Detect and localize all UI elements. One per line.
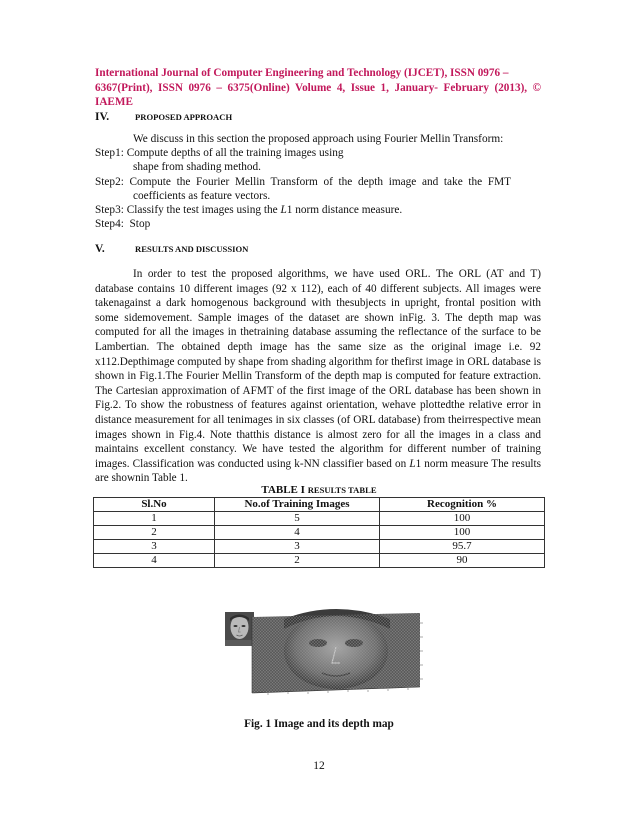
- results-paragraph: [95, 267, 541, 486]
- table-caption-main: TABLE I: [261, 484, 308, 496]
- table-cell: 3: [94, 540, 215, 554]
- step2-line1: Step2: Compute the Fourier Mellin Transform of the depth image and take the FMT: [95, 176, 512, 188]
- table-caption-small: RESULTS TABLE: [307, 485, 377, 495]
- results-text-var: L: [409, 457, 416, 470]
- table-cell: 3: [215, 540, 380, 554]
- step3-line: [95, 203, 402, 218]
- step1-line2: shape from shading method.: [133, 161, 262, 173]
- table-cell: 2: [215, 554, 380, 568]
- step3-post: 1 norm distance measure.: [286, 204, 403, 216]
- section-4-heading: [95, 111, 232, 123]
- header-recognition: Recognition %: [380, 498, 545, 512]
- table-cell: 100: [380, 526, 545, 540]
- table-cell: 2: [94, 526, 215, 540]
- step2-line2: coefficients as feature vectors.: [133, 190, 271, 202]
- section-4-number: IV.: [95, 111, 110, 123]
- step1-line1: Step1: Compute depths of all the training images using: [95, 147, 344, 159]
- figure-caption: Fig. 1 Image and its depth map: [244, 718, 394, 730]
- page-number: 12: [313, 760, 325, 772]
- table-cell: 90: [380, 554, 545, 568]
- step3-var: L: [280, 204, 287, 216]
- table-cell: 1: [94, 512, 215, 526]
- section-4-title: PROPOSED APPROACH: [135, 112, 233, 122]
- section-5-title: RESULTS AND DISCUSSION: [135, 244, 249, 254]
- table-cell: 95.7: [380, 540, 545, 554]
- section-5-heading: [95, 243, 248, 255]
- step3-pre: Step3: Classify the test images using the: [95, 204, 281, 216]
- table-cell: 4: [94, 554, 215, 568]
- section-4-intro: We discuss in this section the proposed approach using Fourier Mellin Transform:: [133, 133, 504, 145]
- table-row: [94, 526, 545, 540]
- journal-header-line1: International Journal of Computer Engineering and Technology (IJCET), ISSN 0976 –: [95, 67, 509, 79]
- table-row: [94, 512, 545, 526]
- table-cell: 5: [215, 512, 380, 526]
- header-training-images: No.of Training Images: [215, 498, 380, 512]
- depth-map-image: [244, 609, 434, 703]
- step4-line: Step4: Stop: [95, 218, 151, 230]
- table-cell: 4: [215, 526, 380, 540]
- table-header-row: [94, 498, 545, 512]
- table-cell: 100: [380, 512, 545, 526]
- table-row: [94, 554, 545, 568]
- results-table: [93, 497, 545, 568]
- journal-header-line2: 6367(Print), ISSN 0976 – 6375(Online) Volume 4, Issue 1, January- February (2013), © IAEME: [95, 81, 541, 108]
- section-5-number: V.: [95, 243, 105, 255]
- results-text-pre: In order to test the proposed algorithms, we have used ORL. The ORL (AT and T) database contains 10 different images (92 x 112), each of 40 different subjects. All images were takenagainst a dark homogenous background with thesubjects in upright, frontal position with some sidemovement. Sample images of the dataset are shown inFig. 3. The depth map was computed for all the images in thetraining database assuming the reflectance of the surface to be Lambertian. The obtained depth image has the same size as the original image i.e. 92 x112.Depthimage computed by shape from shading algorithm for thefirst image in ORL database is shown in Fig.1.The Fourier Mellin Transform of the depth map is computed for feature extraction. The Cartesian approximation of AFMT of the first image of the ORL database has been shown in Fig.2. To show the robustness of features against orientation, wehave plottedthe relative error in distance measurement for all tenimages in six classes (of ORL database) from theirrespective mean images shown in Fig.4. Note thatthis distance is almost zero for all the images in a class and maintains excellent constancy. We have tested the algorithm for different number of training images. Classification was conducted using k-NN classifier based on: [95, 268, 541, 470]
- table-caption: [0, 484, 638, 496]
- journal-header: [95, 66, 541, 110]
- results-text-post: 1 norm measure The results are shownin Table 1.: [95, 457, 541, 485]
- header-sl-no: Sl.No: [94, 498, 215, 512]
- table-row: [94, 540, 545, 554]
